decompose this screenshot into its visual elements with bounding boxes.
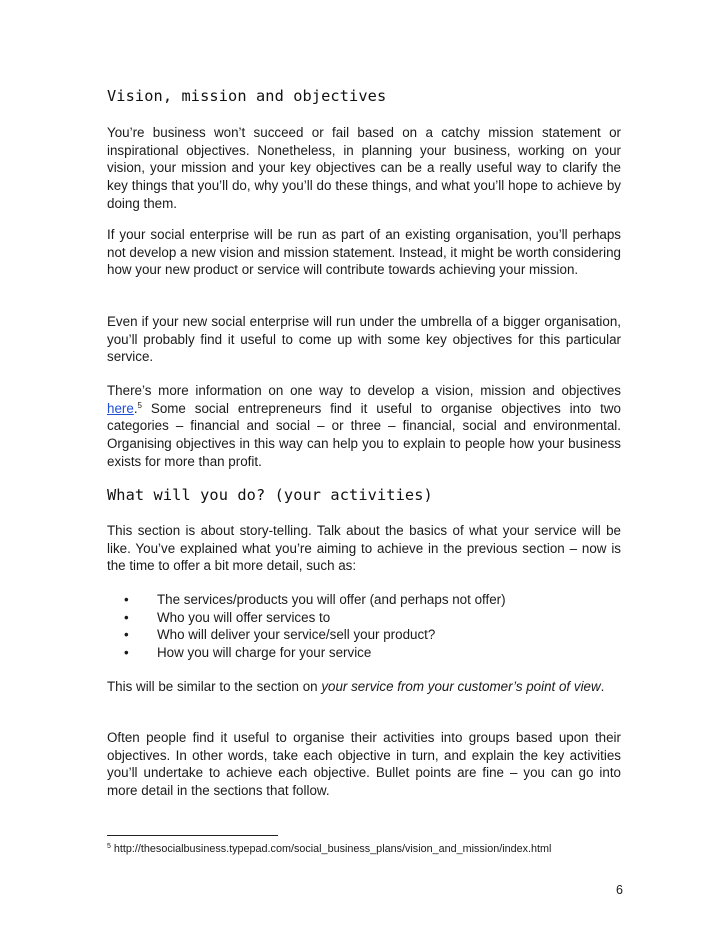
heading-vision-mission: Vision, mission and objectives: [107, 87, 387, 105]
list-item: [107, 644, 506, 662]
list-item-text: Who you will offer services to: [157, 609, 331, 625]
list-item-text: The services/products you will offer (and perhaps not offer): [157, 592, 506, 607]
paragraph-text: .: [600, 679, 605, 694]
activities-bullet-list: [107, 591, 506, 661]
paragraph-story-telling: This section is about story-telling. Talk about the basics of what your service will be like. You’ve explained what you’re aiming to achieve in the previous section – now is the time to offer a bit more detail, such as:: [107, 523, 621, 574]
list-item: [107, 626, 506, 644]
paragraph-text: This will be similar to the section on: [107, 679, 322, 694]
list-item: [107, 591, 506, 609]
document-page: [107, 0, 621, 942]
heading-activities: What will you do? (your activities): [107, 486, 433, 504]
paragraph-organise-activities: Often people find it useful to organise their activities into groups based upon their objectives. In other words, take each objective in turn, and explain the key activities you’ll undertake to achieve each objective. Bullet points are fine – you can go into more detail in the sections that follow.: [107, 730, 621, 799]
emphasis-text: your service from your customer’s point of view: [321, 679, 601, 694]
footnote-number: 5: [107, 843, 111, 850]
bullet-icon: •: [124, 609, 129, 625]
page-number: 6: [616, 883, 623, 897]
footnote-divider: [107, 835, 278, 836]
footnote: [107, 843, 551, 855]
here-link[interactable]: here: [107, 400, 134, 416]
bullet-icon: •: [124, 644, 129, 660]
paragraph-existing-organisation: If your social enterprise will be run as part of an existing organisation, you’ll perhaps not develop a new vision and mission statement. Instead, it might be worth considering how your new product or service will contribute towards achieving your mission.: [107, 227, 621, 278]
list-item-text: Who will deliver your service/sell your product?: [157, 627, 436, 642]
list-item: [107, 609, 506, 627]
footnote-reference: 5: [137, 400, 142, 410]
footnote-url: http://thesocialbusiness.typepad.com/social_business_plans/vision_and_mission/index.html: [110, 843, 552, 855]
bullet-icon: •: [124, 592, 129, 607]
paragraph-text: Some social entrepreneurs find it useful to organise objectives into two categories – financial and social – or three – financial, social and environmental. Organising objectives in this way can help you to explain to people how your business exists for more than profit.: [107, 400, 621, 469]
paragraph-intro: You’re business won’t succeed or fail based on a catchy mission statement or inspirational objectives. Nonetheless, in planning your business, working on your vision, your mission and your key objectives can be a really useful way to clarify the key things that you’ll do, why you’ll do these things, and what you’ll hope to achieve by doing them.: [107, 125, 621, 211]
list-item-text: How you will charge for your service: [157, 644, 372, 660]
paragraph-text: There’s more information on one way to develop a vision, mission and objectives: [107, 383, 621, 398]
bullet-icon: •: [124, 627, 129, 642]
paragraph-text: .: [133, 400, 138, 416]
paragraph-bigger-organisation: Even if your new social enterprise will run under the umbrella of a bigger organisation, you’ll probably find it useful to come up with some key objectives for this particular service.: [107, 314, 621, 365]
paragraph-more-information: [107, 382, 621, 471]
paragraph-similar-section: [107, 678, 621, 696]
